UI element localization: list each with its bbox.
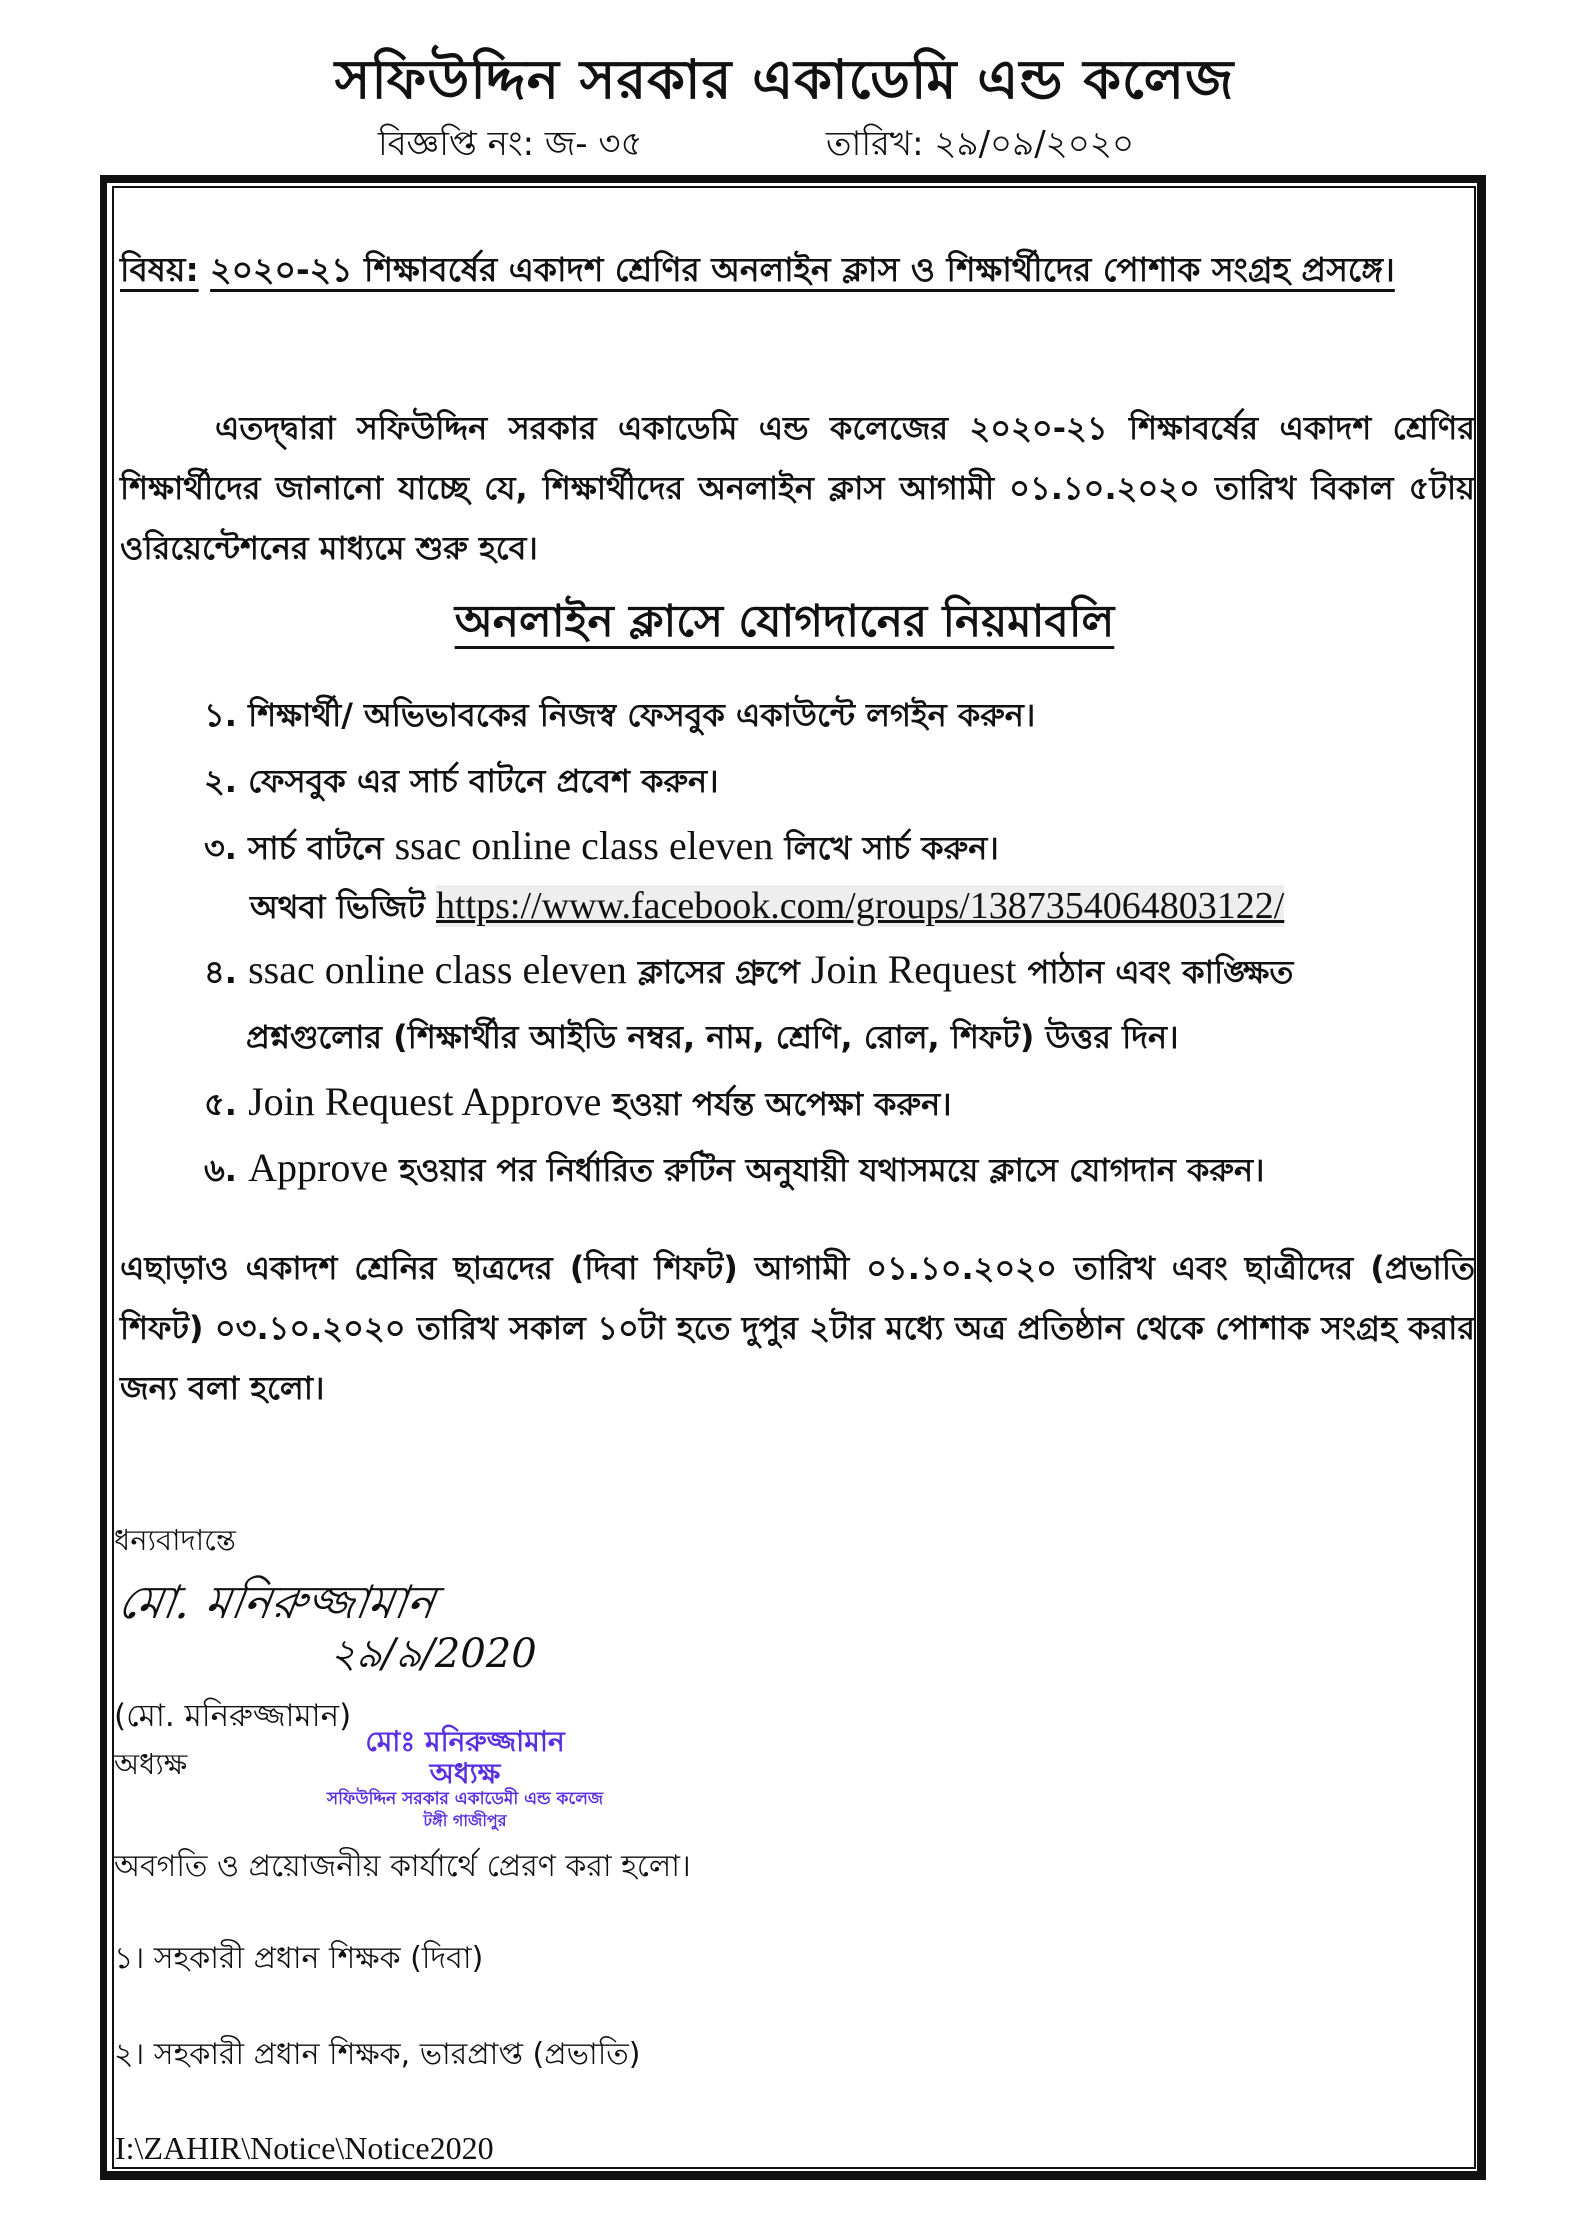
recipient-item: ২। সহকারী প্রধান শিক্ষক, ভারপ্রাপ্ত (প্রভাতি) <box>114 2037 641 2072</box>
notice-date <box>826 118 1134 175</box>
rule-text-post: হওয়া পর্যন্ত অপেক্ষা করুন। <box>601 1085 952 1123</box>
notice-number-label: বিজ্ঞপ্তি নং: <box>378 124 535 164</box>
signatory-designation: অধ্যক্ষ <box>114 1747 188 1781</box>
rule-item-2 <box>204 756 719 810</box>
search-keyword: ssac online class eleven <box>394 823 774 868</box>
rule-number: ৩. <box>204 829 237 867</box>
stamp-institution: সফিউদ্দিন সরকার একাডেমী এন্ড কলেজ <box>326 1789 604 1809</box>
intro-paragraph: এতদ্দ্বারা সফিউদ্দিন সরকার একাডেমি এন্ড কলেজের ২০২০-২১ শিক্ষাবর্ষের একাদশ শ্রেণির শিক্ষার্থীদের জানানো যাচ্ছে যে, শিক্ষার্থীদের অনলাইন ক্লাস আগামী ০১.১০.২০২০ তারিখ বিকাল ৫টায় ওরিয়েন্টেশনের মাধ্যমে শুরু হবে। <box>120 409 1475 567</box>
notice-number <box>378 118 643 175</box>
signature: মো. মনিরুজ্জামান <box>114 1575 439 1629</box>
closing-thanks: ধন্যবাদান্তে <box>114 1523 236 1557</box>
rule-text-en: Join Request Approve <box>248 1079 602 1124</box>
alt-visit-label: অথবা ভিজিট <box>250 888 437 926</box>
rules-heading-text: অনলাইন ক্লাসে যোগদানের নিয়মাবলি <box>454 596 1115 647</box>
facebook-group-link[interactable]: https://www.facebook.com/groups/1387354064803122/ <box>436 885 1285 927</box>
rule-number: ৪. <box>204 953 237 991</box>
rule-text-post: হওয়ার পর নির্ধারিত রুটিন অনুযায়ী যথাসময়ে ক্লাসে যোগদান করুন। <box>388 1151 1265 1189</box>
alt-visit-line <box>250 882 1284 936</box>
rule-text-mid: ক্লাসের গ্রুপে <box>626 953 811 991</box>
signatory-name: (মো. মনিরুজ্জামান) <box>114 1698 352 1734</box>
rule-item-4 <box>204 946 1293 1001</box>
rule-number: ৫. <box>204 1085 237 1123</box>
rule-number: ৬. <box>204 1151 237 1189</box>
search-keyword: ssac online class eleven <box>248 947 627 992</box>
subject-label: বিষয়: <box>120 250 199 289</box>
rules-heading <box>0 588 1569 661</box>
institution-title: সফিউদ্দিন সরকার একাডেমি এন্ড কলেজ <box>334 48 1235 111</box>
rule-item-3 <box>204 822 999 877</box>
file-path: I:\ZAHIR\Notice\Notice2020 <box>115 2130 494 2166</box>
notice-number-value: জ- ৩৫ <box>544 124 643 164</box>
rule-text: শিক্ষার্থী/ অভিভাবকের নিজস্ব ফেসবুক একাউন্টে লগইন করুন। <box>248 696 1036 734</box>
rule-text-post: পাঠান এবং কাঙ্ক্ষিত <box>1016 953 1294 991</box>
uniform-collection-paragraph: এছাড়াও একাদশ শ্রেনির ছাত্রদের (দিবা শিফট) আগামী ০১.১০.২০২০ তারিখ এবং ছাত্রীদের (প্রভাতি শিফট) ০৩.১০.২০২০ তারিখ সকাল ১০টা হতে দুপুর ২টার মধ্যে অত্র প্রতিষ্ঠান থেকে পোশাক সংগ্রহ করার জন্য বলা হলো। <box>120 1249 1475 1407</box>
rule-number: ২. <box>204 762 237 800</box>
rule-item-5 <box>204 1078 952 1133</box>
stamp-location: টঙ্গী গাজীপুর <box>423 1811 507 1830</box>
subject-line <box>120 240 1475 300</box>
rule-number: ১. <box>204 696 237 734</box>
signature-date: ২৯/৯/2020 <box>330 1631 537 1677</box>
rule-text-en: Approve <box>248 1145 389 1190</box>
notice-date-label: তারিখ: <box>826 124 924 164</box>
rule-item-1 <box>204 690 1035 744</box>
join-request-text: Join Request <box>810 947 1017 992</box>
rule-text: ফেসবুক এর সার্চ বাটনে প্রবেশ করুন। <box>248 762 719 800</box>
distribution-intro: অবগতি ও প্রয়োজনীয় কার্যার্থে প্রেরণ করা হলো। <box>114 1849 691 1884</box>
stamp-designation: অধ্যক্ষ <box>429 1757 501 1790</box>
subject-text: ২০২০-২১ শিক্ষাবর্ষের একাদশ শ্রেণির অনলাইন ক্লাস ও শিক্ষার্থীদের পোশাক সংগ্রহ প্রসঙ্গে। <box>210 250 1395 289</box>
rule-item-6 <box>204 1144 1265 1199</box>
rule-item-4-continuation: প্রশ্নগুলোর (শিক্ষার্থীর আইডি নম্বর, নাম, শ্রেণি, রোল, শিফট) উত্তর দিন। <box>246 1018 1179 1056</box>
rule-text-post: লিখে সার্চ করুন। <box>773 829 999 867</box>
notice-date-value: ২৯/০৯/২০২০ <box>934 124 1135 164</box>
recipient-item: ১। সহকারী প্রধান শিক্ষক (দিবা) <box>114 1941 484 1976</box>
rule-text-pre: সার্চ বাটনে <box>248 829 395 867</box>
stamp-name: মোঃ মনিরুজ্জামান <box>365 1725 565 1758</box>
